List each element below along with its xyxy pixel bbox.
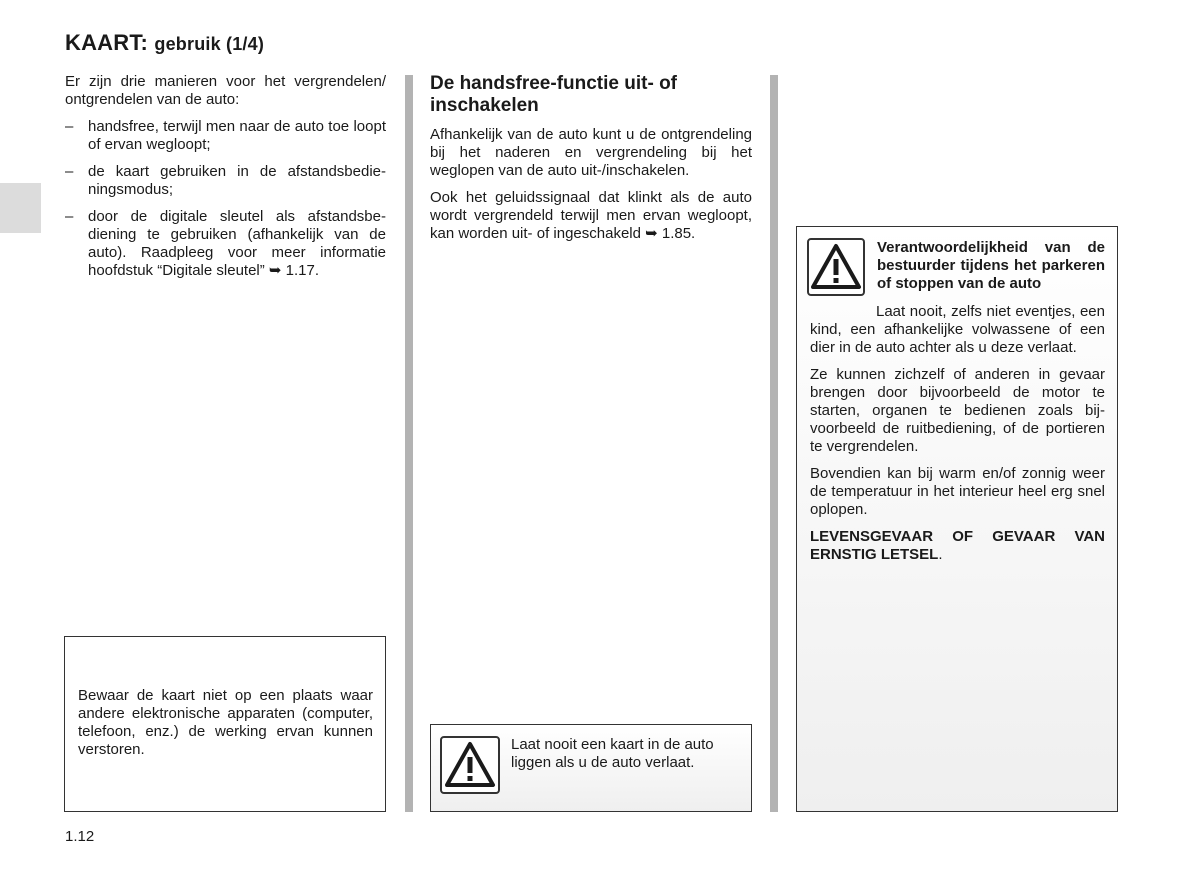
unlock-methods-list [65,118,386,280]
warning-triangle-icon [807,238,865,296]
list-dash: – [65,208,74,225]
page-title-sub: gebruik (1/4) [154,34,265,54]
danger-statement-bold: LEVENSGEVAAR OF GEVAAR VAN ERNSTIG LETSEL [810,528,1105,563]
responsibility-warning-box [796,226,1118,812]
note-box-text: Bewaar de kaart niet op een plaats waar andere elektronische apparaten (computer, telefoon, enz.) de werking ervan kunnen verstoren. [78,687,373,758]
list-item-text: door de digitale sleutel als afstandsbediening te gebruiken (afhankelijk van de auto). Raadpleeg voor meer informatie hoofdstuk “Digitale sleutel” ➥ 1.17. [88,208,386,279]
column-divider-left [405,75,413,812]
note-box [64,636,386,812]
warning-paragraph: Laat nooit, zelfs niet eventjes, een kind, een afhankelijke volwassene of een dier in de auto achter als u deze verlaat. [810,303,1105,356]
page-number: 1.12 [65,828,95,845]
warning-box-card [430,724,752,812]
intro-text: Er zijn drie manieren voor het vergrendelen/ ontgrendelen van de auto: [65,73,386,108]
warning-paragraph: Bovendien kan bij warm en/of zonnig weer de temperatuur in het interieur heel erg snel oplopen. [810,465,1105,518]
danger-statement-punct: . [938,546,943,563]
list-item [65,208,386,280]
warning-card-text: Laat nooit een kaart in de auto liggen als u de auto verlaat. [511,736,714,771]
list-dash: – [65,118,74,135]
column-divider-right [770,75,778,812]
chapter-tab [0,183,41,233]
page-title [65,30,264,56]
list-item-text: de kaart gebruiken in de afstandsbedieningsmodus; [88,163,386,198]
paragraph: Ook het geluidssignaal dat klinkt als de auto wordt vergrendeld terwijl men ervan wegloopt, kan worden uit- of ingeschakeld ➥ 1.85. [430,189,752,242]
list-item [65,118,386,154]
list-item-text: handsfree, terwijl men naar de auto toe loopt of ervan wegloopt; [88,118,386,153]
page-title-main: KAART: [65,30,149,55]
warning-triangle-icon [440,736,500,794]
list-item [65,163,386,199]
middle-column [430,73,752,252]
section-heading: De handsfree-functie uit- of inschakelen [430,73,678,116]
responsibility-heading: Verantwoordelijkheid van de bestuurder tijdens het parkeren of stoppen van de auto [877,239,1105,292]
warning-paragraph: Ze kunnen zichzelf of anderen in gevaar brengen door bijvoorbeeld de motor te starten, organen te bedienen zoals bijvoorbeeld de ruitbediening, of de portieren te vergrendelen. [810,366,1105,455]
danger-statement [810,528,1105,564]
left-column [65,73,386,289]
paragraph: Afhankelijk van de auto kunt u de ontgrendeling bij het naderen en vergrendeling bij het weglopen van de auto uit-/inschakelen. [430,126,752,179]
list-dash: – [65,163,74,180]
